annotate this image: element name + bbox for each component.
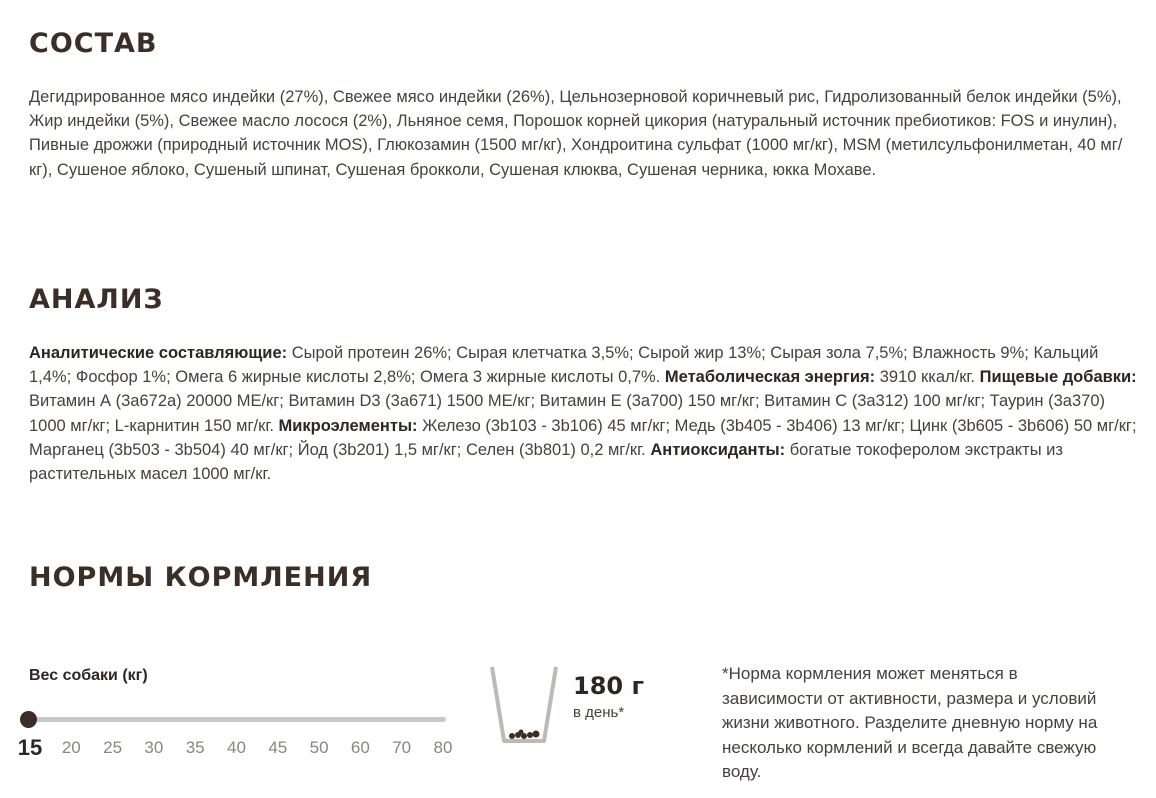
weight-tick-20[interactable]: 20 <box>61 738 81 757</box>
trace-label: Микроэлементы: <box>278 416 418 435</box>
feeding-note: *Норма кормления может меняться в зависимости от активности, размера и условий жизни животного. Разделите дневную норму на несколько кормлений и всегда давайте свежую воду. <box>722 664 1098 781</box>
weight-tick-15[interactable]: 15 <box>17 735 43 760</box>
additives-text: Витамин А (3а672а) 20000 МЕ/кг; Витамин D3 (3а671) 1500 МЕ/кг; Витамин Е (3а700) 150 мг/кг; Витамин С (3а312) 100 мг/кг; Таурин (3а370) 1000 мг/кг; L-карнитин 150 мг/кг. <box>29 392 1105 435</box>
weight-tick-60[interactable]: 60 <box>350 738 370 757</box>
weight-tick-80[interactable]: 80 <box>433 738 453 757</box>
analysis-title: АНАЛИЗ <box>29 284 164 315</box>
daily-amount: 180 г <box>573 672 644 700</box>
trace-text: Железо (3b103 - 3b106) 45 мг/кг; Медь (3b405 - 3b406) 13 мг/кг; Цинк (3b605 - 3b606) 50 мг/кг; Марганец (3b503 - 3b504) 40 мг/кг; Йод (3b201) 1,5 мг/кг; Селен (3b801) 0,2 мг/кг. <box>29 416 1137 459</box>
food-cup-icon <box>489 661 561 747</box>
analysis-text <box>29 341 1139 486</box>
analytical-text: Сырой протеин 26%; Сырая клетчатка 3,5%; Сырой жир 13%; Сырая зола 7,5%; Влажность 9%; Кальций 1,4%; Фосфор 1%; Омега 6 жирные кислоты 2,8%; Омега 3 жирные кислоты 0,7%. <box>29 344 1099 387</box>
weight-slider-track[interactable] <box>24 717 446 722</box>
additives-label: Пищевые добавки: <box>979 368 1137 387</box>
antioxidants-text: богатые токоферолом экстракты из растительных масел 1000 мг/кг. <box>29 440 1063 484</box>
energy-label: Метаболическая энергия: <box>664 368 876 387</box>
weight-tick-30[interactable]: 30 <box>144 738 164 757</box>
dog-weight-label: Вес собаки (кг) <box>29 667 148 684</box>
analytical-label: Аналитические составляющие: <box>29 344 288 362</box>
composition-title: СОСТАВ <box>29 28 158 59</box>
weight-tick-35[interactable]: 35 <box>185 738 205 757</box>
composition-text: Дегидрированное мясо индейки (27%), Свежее мясо индейки (26%), Цельнозерновой коричневый рис, Гидролизованный белок индейки (5%), Жир индейки (5%), Свежее масло лосося (2%), Льняное семя, Порошок корней цикория (натуральный источник пребиотиков: FOS и инулин), Пивные дрожжи (природный источник MOS), Глюкозамин (1500 мг/кг), Хондроитина сульфат (1000 мг/кг), MSM (метилсульфонилметан, 40 мг/кг), Сушеное яблоко, Сушеный шпинат, Сушеная брокколи, Сушеная клюква, Сушеная черника, юкка Мохаве. <box>29 88 1123 179</box>
per-day-label: в день* <box>573 704 625 721</box>
weight-tick-50[interactable]: 50 <box>309 738 329 757</box>
feeding-title: НОРМЫ КОРМЛЕНИЯ <box>29 562 373 593</box>
weight-tick-25[interactable]: 25 <box>103 738 123 757</box>
energy-text: 3910 ккал/кг. <box>875 368 980 387</box>
weight-slider-thumb[interactable] <box>20 711 37 728</box>
weight-tick-45[interactable]: 45 <box>268 738 288 757</box>
weight-tick-70[interactable]: 70 <box>392 738 412 757</box>
weight-tick-40[interactable]: 40 <box>227 738 246 757</box>
antioxidants-label: Антиоксиданты: <box>650 440 786 459</box>
